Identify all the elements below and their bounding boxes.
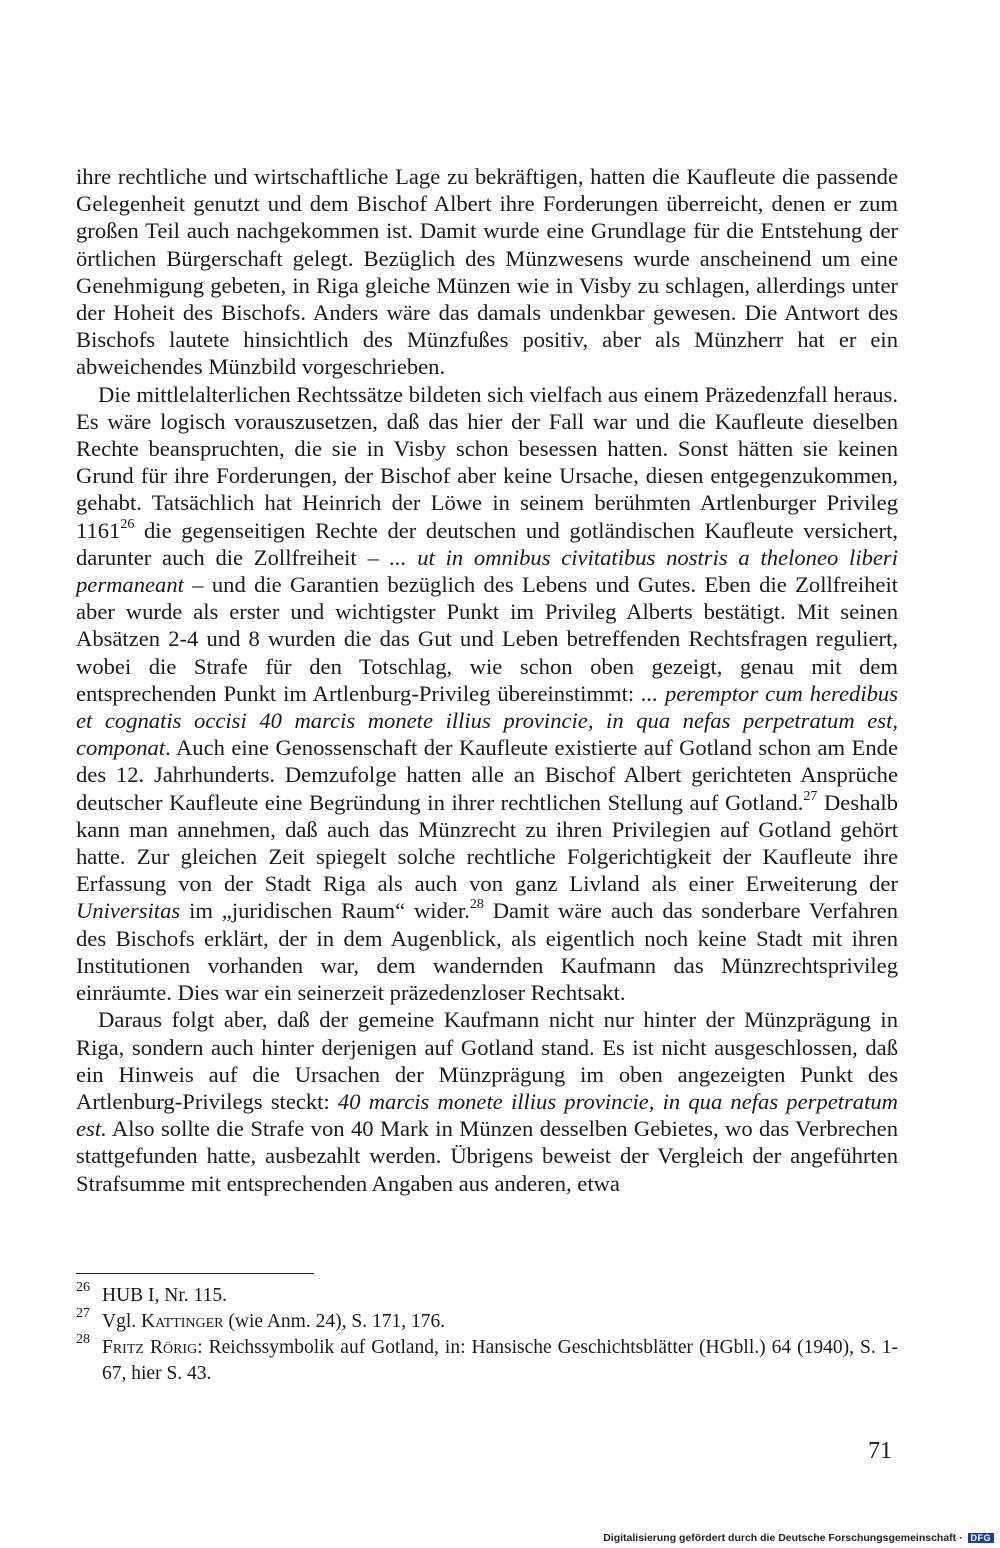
- footnote-ref: 27: [803, 788, 818, 804]
- page-number: 71: [868, 1438, 892, 1464]
- footnote-separator: [76, 1273, 314, 1274]
- text-run: (wie Anm. 24), S. 171, 176.: [223, 1311, 446, 1332]
- latin-quote: Universitas: [76, 898, 181, 924]
- digitization-credit: [603, 1532, 994, 1544]
- text-run: HUB I, Nr. 115.: [102, 1285, 227, 1306]
- text-run: : Reichssymbolik auf Gotland, in: Hansische Geschichtsblätter (HGbll.) 64 (1940), S. 1-67, hier S. 43.: [102, 1337, 898, 1384]
- latin-quote: 40 marcis monete illius provincie, in qua nefas perpetratum est.: [76, 1088, 898, 1142]
- credit-text: Digitalisierung gefördert durch die Deutsche Forschungsgemeinschaft ·: [603, 1532, 963, 1544]
- footnote: [76, 1332, 898, 1387]
- text-run: ihre rechtliche und wirtschaftliche Lage zu bekräftigen, hatten die Kaufleute die passende Gelegenheit genutzt und dem Bischof Albert ihre Forderungen überreicht, denen er zum großen Teil auch nachgekommen ist. Damit wurde eine Grundlage für die Entstehung der örtlichen Bürgerschaft gelegt. Bezüglich des Münzwesens wurde anscheinend um eine Genehmigung gebeten, in Riga gleiche Münzen wie in Visby zu schlagen, allerdings unter der Hoheit des Bischofs. Anders wäre das damals undenkbar gewesen. Die Antwort des Bischofs lautete hinsichtlich des Münzfußes positiv, aber als Münzherr hat er ein abweichendes Münzbild vorgeschrieben.: [76, 164, 898, 380]
- text-run: Die mittlelalterlichen Rechtssätze bildeten sich vielfach aus einem Präzedenzfall heraus. Es wäre logisch vorauszusetzen, daß das hier der Fall war und die Kaufleute dieselben Rechte beanspruchten, die sie in Visby schon besessen hatten. Sonst hätten sie keinen Grund für ihre Forderungen, der Bischof aber keine Ursache, diesen entgegenzukommen, gehabt. Tatsächlich hat Heinrich der Löwe in seinem berühmten Artlenburger Privileg 1161: [76, 381, 898, 543]
- text-run: Vgl.: [102, 1311, 141, 1332]
- text-run: – und die Garantien bezüglich des Lebens und Gutes. Eben die Zollfreiheit aber wurde als erster und wichtigster Punkt im Privileg Alberts bestätigt. Mit seinen Absätzen 2-4 und 8 wurden die das Gut und Leben betreffenden Rechtsfragen reguliert, wobei die Strafe für den Totschlag, wie schon oben gezeigt, genau mit dem entsprechenden Punkt im Artlenburg-Privileg übereinstimmt:: [76, 572, 898, 706]
- paragraph: [76, 381, 898, 1007]
- main-text: [76, 163, 898, 1197]
- footnote-ref: 26: [120, 516, 135, 532]
- footnote: [76, 1280, 898, 1309]
- text-run: Also sollte die Strafe von 40 Mark in Münzen desselben Gebietes, wo das Verbrechen stattgefunden hatte, ausbezahlt werden. Übrigens beweist der Vergleich der angeführten Strafsumme mit entsprechenden Angaben aus anderen, etwa: [76, 1116, 898, 1196]
- latin-quote: ... peremptor cum heredibus et cognatis occisi 40 marcis monete illius provincie, in qua nefas perpetratum est, componat: [76, 680, 898, 761]
- body-text: [76, 163, 898, 1197]
- paragraph: [76, 1006, 898, 1196]
- footnote-number: 26: [76, 1280, 90, 1295]
- author-name: Fritz Rörig: [102, 1337, 198, 1358]
- footnotes: [76, 1280, 898, 1387]
- dfg-logo: DFG: [968, 1533, 995, 1543]
- paragraph: [76, 163, 898, 381]
- text-run: die gegenseitigen Rechte der deutschen und gotländischen Kaufleute versichert, darunter auch die Zollfreiheit –: [76, 517, 898, 570]
- text-run: Daraus folgt aber, daß der gemeine Kaufmann nicht nur hinter der Münzprägung in Riga, sondern auch hinter derjenigen auf Gotland stand. Es ist nicht ausgeschlossen, daß ein Hinweis auf die Ursachen der Münzprägung im oben angezeigten Punkt des Artlenburg-Privilegs steckt:: [76, 1007, 898, 1114]
- text-run: Damit wäre auch das sonderbare Verfahren des Bischofs erklärt, der in dem Augenblick, als eigentlich noch keine Stadt mit ihren Institutionen vorhanden war, dem wandernden Kaufmann das Münzrechtsprivileg einräumte. Dies war ein seinerzeit präzedenzloser Rechtsakt.: [76, 898, 899, 1006]
- footnote: [76, 1306, 898, 1335]
- text-run: Deshalb kann man annehmen, daß auch das Münzrecht zu ihren Privilegien auf Gotland gehört hatte. Zur gleichen Zeit spiegelt solche rechtliche Folgerichtigkeit der Kaufleute ihre Erfassung von der Stadt Riga als auch von ganz Livland als einer Erweiterung der: [76, 789, 899, 897]
- author-name: Kattinger: [141, 1311, 224, 1332]
- latin-quote: ... ut in omnibus civitatibus nostris a theloneo liberi permaneant: [76, 544, 898, 598]
- footnote-number: 27: [76, 1306, 90, 1321]
- footnote-number: 28: [76, 1332, 90, 1347]
- footnote-ref: 28: [469, 897, 484, 913]
- text-run: . Auch eine Genossenschaft der Kaufleute existierte auf Gotland schon am Ende des 12. Jahrhunderts. Demzufolge hatten alle an Bischof Albert gerichteten Ansprüche deutscher Kaufleute eine Begründung in ihrer rechtlichen Stellung auf Gotland.: [76, 735, 898, 815]
- text-run: im „juridischen Raum“ wider.: [180, 898, 470, 924]
